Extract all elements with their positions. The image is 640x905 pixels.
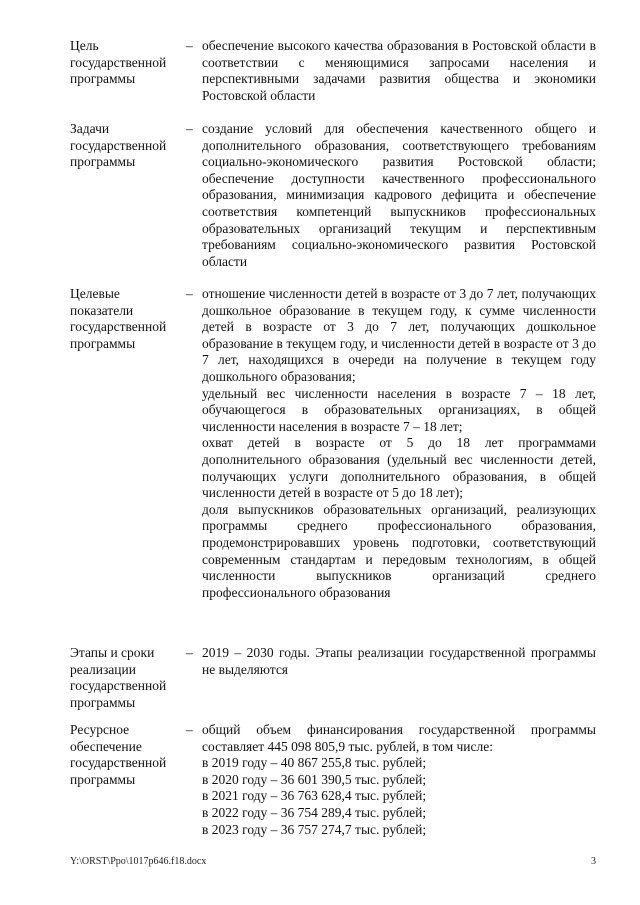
content-paragraph: доля выпускников образовательных организаций, реализующих программы среднего профессионального образования, продемонстрировавших уровень подготовки, соответствующий современным стандартам и передовым технологиям, в общей численности выпускников организаций среднего профессионального образования [202, 501, 596, 600]
funding-year-line: в 2023 году – 36 757 274,7 тыс. рублей; [202, 821, 427, 837]
label-line: Задачи [70, 121, 110, 136]
label-line: государственной [70, 319, 167, 335]
label-line: Целевые [70, 286, 120, 301]
dash-separator: – [186, 121, 193, 136]
label-line: государственной [70, 678, 167, 694]
label-line: реализации [70, 661, 136, 677]
funding-year-line: в 2021 году – 36 763 628,4 тыс. рублей; [202, 788, 427, 804]
section-label [70, 121, 182, 171]
content-paragraph: отношение численности детей в возрасте от 3 до 7 лет, получающих дошкольное образование в текущем году, к сумме численности детей в возрасте от 3 до 7 лет, получающих дошкольное образование в текущем году, и численности детей в возрасте от 3 до 7 лет, находящихся в очереди на получение в текущем году дошкольного образования; [202, 286, 596, 384]
section-content [202, 38, 596, 104]
section-content [202, 286, 596, 601]
content-paragraph: обеспечение высокого качества образования в Ростовской области в соответствии с меняющимися запросами населения и перспективными задачами развития общества и экономики Ростовской области [202, 38, 596, 103]
section-label [70, 286, 182, 352]
dash-separator: – [186, 286, 193, 301]
section-label [70, 722, 182, 788]
content-paragraph: 2019 – 2030 годы. Этапы реализации государственной программы не выделяются [202, 645, 596, 677]
funding-year-line: в 2020 году – 36 601 390,5 тыс. рублей; [202, 771, 427, 787]
label-line: программы [70, 771, 136, 787]
label-line: программы [70, 335, 136, 351]
content-paragraph: охват детей в возрасте от 5 до 18 лет программами дополнительного образования (удельный вес численности детей, получающих услуги дополнительного образования, в общей численности детей в возрасте от 5 до 18 лет); [202, 435, 596, 501]
dash-separator: – [186, 38, 193, 53]
section-content [202, 121, 596, 270]
section-content [202, 722, 596, 838]
label-line: Этапы и сроки [70, 645, 155, 660]
label-line: Ресурсное [70, 722, 130, 737]
content-paragraph: общий объем финансирования государственной программы составляет 445 098 805,9 тыс. рублей, в том числе: [202, 722, 596, 754]
funding-year-line: в 2022 году – 36 754 289,4 тыс. рублей; [202, 804, 427, 820]
footer-file-path: Y:\ORST\Ppo\1017p646.f18.docx [70, 856, 207, 867]
section-label [70, 38, 182, 88]
dash-separator: – [186, 722, 193, 737]
label-line: показатели [70, 302, 134, 318]
label-line: программы [70, 71, 136, 87]
label-line: программы [70, 154, 136, 170]
content-paragraph: создание условий для обеспечения качественного общего и дополнительного образования, соответствующего требованиям социально-экономического развития Ростовской области; обеспечение доступности качественного профессионального образования, минимизация кадрового дефицита и обеспечение соответствия компетенций выпускников профессиональных образовательных организаций текущим и перспективным требованиям социально-экономического развития Ростовской области [202, 121, 596, 269]
dash-separator: – [186, 645, 193, 660]
section-label [70, 645, 182, 711]
label-line: государственной [70, 137, 167, 153]
label-line: программы [70, 694, 136, 710]
section-content [202, 645, 596, 678]
content-paragraph: удельный вес численности населения в возрасте 7 – 18 лет, обучающегося в образовательных организациях, в общей численности населения в возрасте 7 – 18 лет; [202, 385, 596, 434]
label-line: обеспечение [70, 738, 142, 754]
label-line: государственной [70, 54, 167, 70]
label-line: государственной [70, 755, 167, 771]
funding-year-line: в 2019 году – 40 867 255,8 тыс. рублей; [202, 755, 427, 771]
footer-page-number: 3 [591, 856, 596, 867]
label-line: Цель [70, 38, 99, 53]
